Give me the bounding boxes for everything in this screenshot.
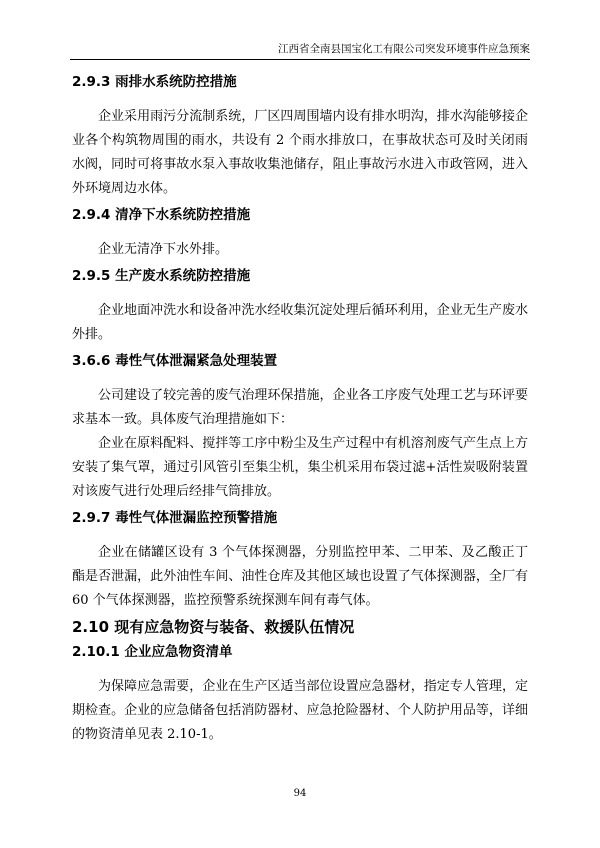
major-heading-2-10: 2.10 现有应急物资与装备、救援队伍情况 [72,618,355,636]
section-heading-2-9-4: 2.9.4 清净下水系统防控措施 [72,207,251,223]
page-number: 94 [293,788,307,799]
paragraph: 企业地面冲洗水和设备冲洗水经收集沉淀处理后循环利用，企业无生产废水外排。 [72,303,528,342]
section-heading-2-9-7: 2.9.7 毒性气体泄漏监控预警措施 [72,510,278,526]
section-heading-2-9-5: 2.9.5 生产废水系统防控措施 [72,268,251,284]
section-body-2-9-5 [72,299,528,347]
document-body [72,68,528,749]
paragraph: 企业采用雨污分流制系统，厂区四周围墙内设有排水明沟，排水沟能够接企业各个构筑物周围的雨水，共设有 2 个雨水排放口，在事故状态可及时关闭雨水阀，同时可将事故水泵入事故收集池储存，阻止事故污水进入市政管网，进入外环境周边水体。 [72,109,528,196]
section-body-2-10-1 [72,675,528,747]
paragraph: 企业在原料配料、搅拌等工序中粉尘及生产过程中有机溶剂废气产生点上方安装了集气罩，通过引风管引至集尘机，集尘机采用布袋过滤+活性炭吸附装置对该废气进行处理后经排气筒排放。 [72,436,528,499]
paragraph: 公司建设了较完善的废气治理环保措施，企业各工序废气处理工艺与环评要求基本一致。具体废气治理措施如下： [72,388,528,427]
section-body-3-6-6 [72,384,528,504]
section-body-2-9-7 [72,541,528,613]
paragraph: 为保障应急需要，企业在生产区适当部位设置应急器材，指定专人管理，定期检查。企业的应急储备包括消防器材、应急抢险器材、个人防护用品等，详细的物资清单见表 2.10-1。 [72,679,528,742]
page-header: 江西省全南县国宝化工有限公司突发环境事件应急预案 [278,43,530,55]
section-heading-2-9-3: 2.9.3 雨排水系统防控措施 [72,74,237,90]
paragraph: 企业在储罐区设有 3 个气体探测器，分别监控甲苯、二甲苯、及乙酸正丁酯是否泄漏，此外油性车间、油性仓库及其他区域也设置了气体探测器，全厂有 60 个气体探测器，监控预警系统探测车间有毒气体。 [72,545,528,608]
header-rule [70,59,530,60]
section-heading-3-6-6: 3.6.6 毒性气体泄漏紧急处理装置 [72,353,278,369]
section-body-2-9-3 [72,105,528,201]
section-heading-2-10-1: 2.10.1 企业应急物资清单 [72,644,233,660]
paragraph: 企业无清净下水外排。 [98,242,229,257]
section-body-2-9-4 [72,238,528,262]
